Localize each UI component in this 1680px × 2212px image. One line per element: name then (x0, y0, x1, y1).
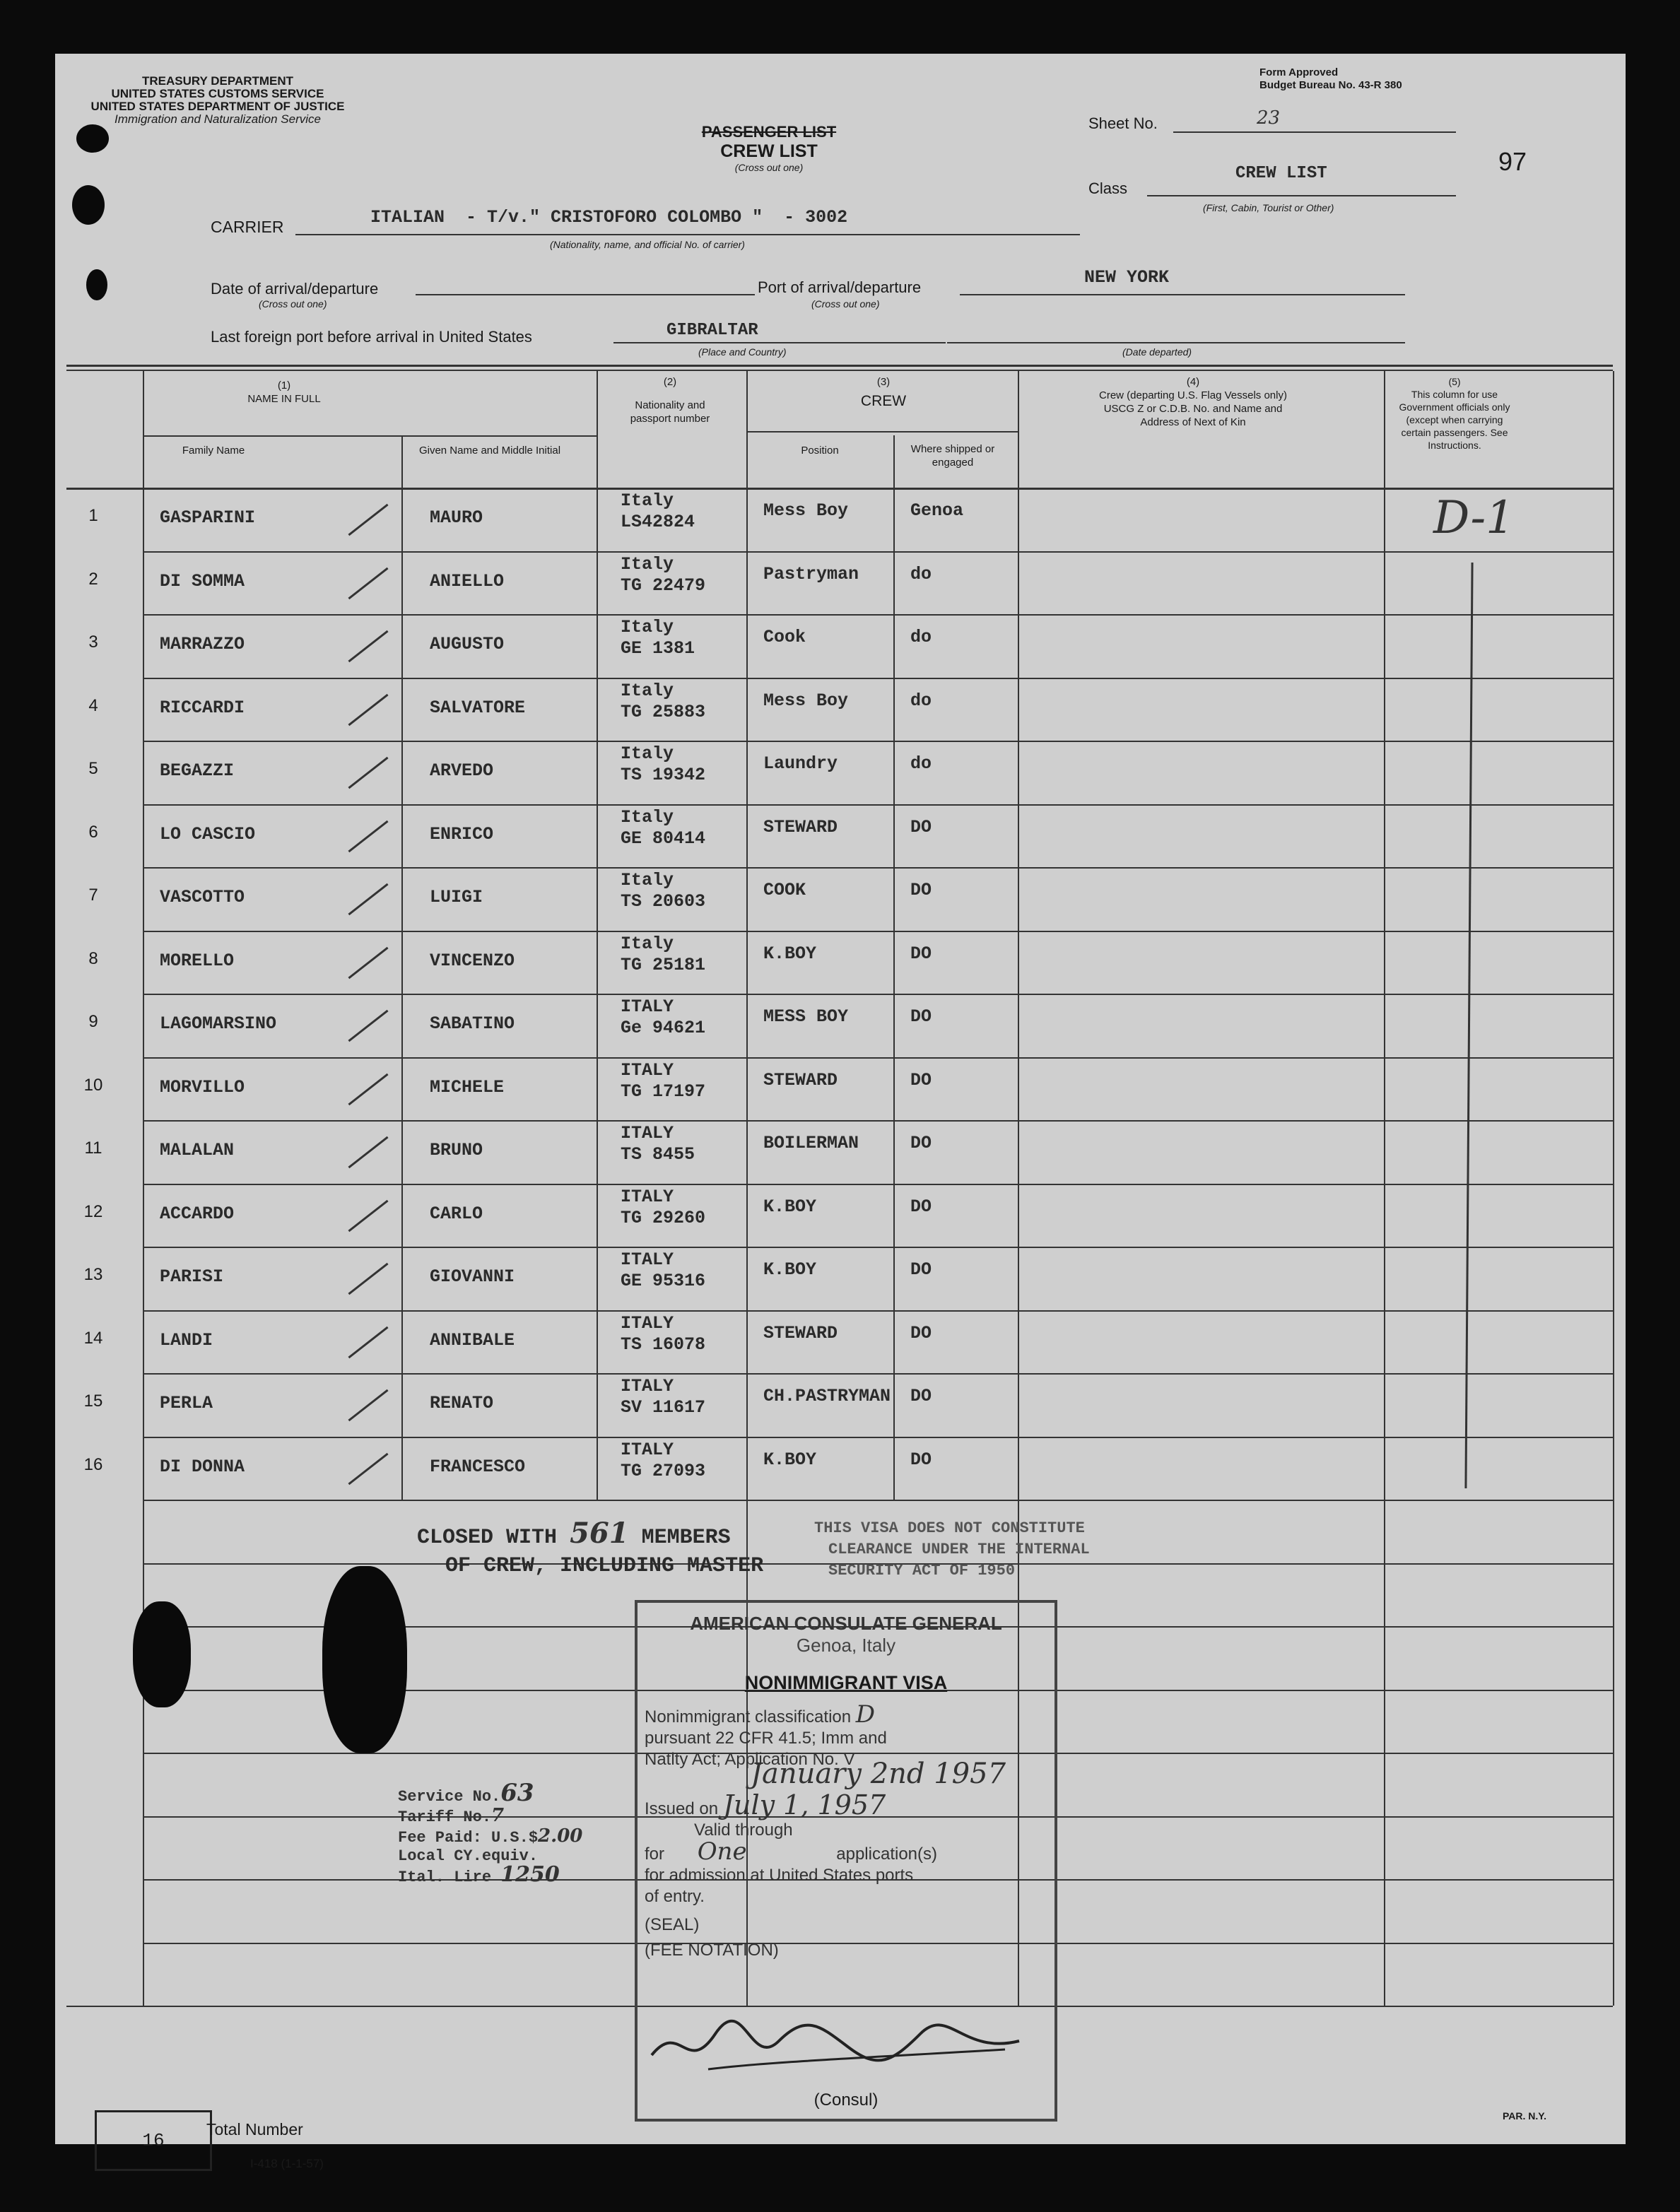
where-engaged: DO (910, 1133, 932, 1153)
fee-value: 2.00 (538, 1825, 583, 1847)
family-header: Family Name (182, 445, 245, 457)
where-engaged: DO (910, 1006, 932, 1027)
family-name: MALALAN (160, 1140, 235, 1160)
stamp-admission: for admission at United States ports (645, 1866, 914, 1885)
family-name: ACCARDO (160, 1203, 235, 1224)
crew-list-form (55, 54, 1626, 2170)
col5-title: This column for use Government officials only (except when carrying certain passengers. See Instructions. (1399, 389, 1510, 451)
row-number: 4 (88, 695, 98, 715)
table-rule (1384, 371, 1385, 2006)
nationality: Italy (621, 553, 674, 575)
check-mark (348, 946, 388, 978)
table-rule (66, 488, 1613, 490)
stamp-issued-date: January 2nd 1957 (751, 1758, 1006, 1790)
where-header: Where shipped or engaged (910, 443, 995, 469)
cross-out-hint: (Cross out one) (734, 162, 804, 173)
position: CH.PASTRYMAN (763, 1386, 891, 1406)
where-engaged: do (910, 753, 932, 774)
position: K.BOY (763, 943, 817, 964)
given-name: SABATINO (430, 1013, 515, 1034)
check-mark (348, 883, 388, 915)
table-rule (143, 614, 1613, 616)
check-mark (348, 820, 388, 852)
nationality: ITALY (621, 1439, 674, 1460)
row-number: 16 (83, 1454, 103, 1474)
col-number: (1) (277, 380, 291, 392)
table-rule (143, 994, 1613, 995)
row-number: 15 (83, 1392, 103, 1411)
passport-number: TS 19342 (621, 765, 706, 785)
check-mark (348, 1389, 388, 1421)
given-name: ANNIBALE (430, 1329, 515, 1351)
stamp-valid-date: July 1, 1957 (722, 1789, 886, 1820)
check-mark (348, 1263, 388, 1295)
closing-text: OF CREW, INCLUDING MASTER (445, 1554, 764, 1578)
stamp-class-value: D (855, 1700, 876, 1729)
form-approved (1259, 66, 1402, 92)
passport-number: TS 16078 (621, 1334, 706, 1355)
passport-number: GE 95316 (621, 1271, 706, 1291)
fee-label: Fee Paid: U.S.$ (398, 1829, 539, 1847)
given-name: ARVEDO (430, 760, 494, 781)
sheet-label: Sheet No. (1088, 114, 1158, 132)
closing-text: MEMBERS (641, 1526, 731, 1550)
class-label: Class (1088, 180, 1128, 197)
row-number: 5 (88, 759, 98, 778)
nationality: Italy (621, 743, 674, 764)
check-mark (348, 1010, 388, 1042)
position: STEWARD (763, 1069, 838, 1090)
port-value: NEW YORK (1084, 267, 1170, 288)
family-name: DI SOMMA (160, 570, 245, 592)
lire-label: Ital. Lire (398, 1869, 492, 1886)
where-engaged: DO (910, 943, 932, 964)
family-name: RICCARDI (160, 697, 245, 718)
position: BOILERMAN (763, 1133, 859, 1153)
table-rule (143, 435, 597, 437)
nationality: Italy (621, 806, 674, 828)
where-engaged: do (910, 627, 932, 647)
passport-number: TG 25181 (621, 954, 706, 975)
given-name: BRUNO (430, 1140, 483, 1160)
position: K.BOY (763, 1449, 817, 1470)
position: Mess Boy (763, 690, 849, 711)
form-id: I-418 (1-1-57) (250, 2157, 324, 2170)
position: Pastryman (763, 563, 859, 584)
position: COOK (763, 880, 806, 900)
table-rule (143, 1247, 1613, 1248)
col3-title: CREW (860, 393, 907, 409)
carrier-hint: (Nationality, name, and official No. of carrier) (550, 239, 745, 250)
table-rule (143, 1184, 1613, 1185)
given-name: ENRICO (430, 823, 494, 845)
given-name: MICHELE (430, 1076, 505, 1098)
col-number: (2) (663, 376, 677, 388)
family-name: LAGOMARSINO (160, 1013, 277, 1034)
stamp-city: Genoa, Italy (796, 1635, 896, 1656)
table-rule (143, 741, 1613, 742)
title-block (649, 123, 889, 173)
given-name: AUGUSTO (430, 634, 505, 654)
passport-number: LS42824 (621, 512, 695, 532)
table-rule (143, 1120, 1613, 1122)
passport-number: TS 20603 (621, 891, 706, 912)
stamp-valid-label: Valid through (694, 1820, 793, 1840)
date-hint: (Cross out one) (259, 298, 327, 310)
nationality: Italy (621, 680, 674, 701)
table-rule (401, 435, 403, 1500)
nationality: ITALY (621, 1312, 674, 1334)
tariff-value: 7 (491, 1805, 505, 1826)
nationality: Italy (621, 870, 674, 890)
table-rule (143, 1373, 1613, 1375)
table-rule (143, 1310, 1613, 1312)
col-number: (5) (1448, 376, 1461, 387)
table-rule (143, 371, 144, 2006)
row-number: 10 (83, 1075, 103, 1095)
passport-number: TG 25883 (621, 701, 706, 722)
check-mark (348, 693, 388, 725)
budget-bureau-text: Budget Bureau No. 43-R 380 (1259, 79, 1402, 91)
family-name: LO CASCIO (160, 823, 256, 845)
position: Cook (763, 627, 806, 647)
given-name: VINCENZO (430, 950, 515, 971)
family-name: MARRAZZO (160, 634, 245, 654)
lire-value: 1250 (500, 1862, 560, 1887)
position: Mess Boy (763, 500, 849, 521)
col4-title: Crew (departing U.S. Flag Vessels only) USCG Z or C.D.B. No. and Name and Address of Next of Kin (1099, 389, 1287, 428)
closing-text: CLOSED WITH (417, 1526, 558, 1550)
tariff-label: Tariff No. (398, 1808, 492, 1826)
redaction-mark (322, 1566, 407, 1753)
table-rule (143, 931, 1613, 932)
position: K.BOY (763, 1259, 817, 1280)
closing-statement (417, 1519, 763, 1580)
sheet-number: 23 (1257, 107, 1281, 129)
passport-number: Ge 94621 (621, 1018, 706, 1038)
col1-header (143, 379, 425, 406)
stamp-act: Natlty Act; Application No. V (645, 1750, 855, 1769)
col4-header (1059, 375, 1327, 429)
form-approved-text: Form Approved (1259, 66, 1339, 78)
stamp-application: application(s) (836, 1845, 937, 1864)
row-number: 2 (88, 569, 98, 589)
class-hint: (First, Cabin, Tourist or Other) (1203, 202, 1334, 213)
table-rule (597, 371, 598, 1500)
check-mark (348, 1073, 388, 1105)
row-number: 12 (83, 1201, 103, 1221)
given-name: ANIELLO (430, 570, 505, 592)
nationality: ITALY (621, 1059, 674, 1081)
crew-list-title: CREW LIST (720, 141, 818, 161)
where-engaged: DO (910, 1069, 932, 1090)
stamp-for-value: One (697, 1837, 747, 1866)
table-rule (1613, 371, 1614, 2006)
row-number: 1 (88, 506, 98, 525)
port-label: Port of arrival/departure (758, 278, 922, 296)
check-mark (348, 1136, 388, 1168)
punch-hole (72, 185, 105, 225)
last-port-label: Last foreign port before arrival in United States (211, 328, 532, 346)
passport-number: GE 1381 (621, 638, 695, 659)
stamp-entry: of entry. (645, 1887, 705, 1906)
where-engaged: DO (910, 816, 932, 837)
given-name: FRANCESCO (430, 1456, 526, 1477)
passenger-list-title: PASSENGER LIST (701, 123, 837, 141)
row-number: 8 (88, 948, 98, 968)
row-number: 9 (88, 1012, 98, 1031)
port-hint: (Cross out one) (811, 298, 880, 310)
stamp-fee-notation: (FEE NOTATION) (645, 1941, 779, 1960)
row-number: 14 (83, 1328, 103, 1348)
date-departed-hint: (Date departed) (1122, 346, 1192, 358)
where-engaged: DO (910, 1322, 932, 1343)
total-number-box: 16 (95, 2110, 212, 2171)
given-name: CARLO (430, 1203, 483, 1224)
fee-block (398, 1779, 583, 1887)
nationality: ITALY (621, 1376, 674, 1396)
family-name: MORELLO (160, 950, 235, 971)
position: K.BOY (763, 1196, 817, 1217)
col-number: (4) (1186, 376, 1200, 388)
stamp-classification: Nonimmigrant classification (645, 1707, 852, 1726)
nationality: ITALY (621, 1123, 674, 1143)
agency-line: TREASURY DEPARTMENT (141, 74, 294, 88)
row-number: 3 (88, 633, 98, 652)
nationality: Italy (621, 617, 674, 637)
page-number: 97 (1498, 147, 1527, 176)
col3-header (749, 375, 1018, 408)
row-number: 7 (88, 886, 98, 905)
nationality: Italy (621, 933, 674, 954)
service-value: 63 (500, 1779, 534, 1807)
where-engaged: DO (910, 1386, 932, 1406)
printer-mark: PAR. N.Y. (1503, 2110, 1546, 2122)
row-number: 13 (83, 1265, 103, 1284)
where-engaged: Genoa (910, 500, 964, 521)
stamp-seal: (SEAL) (645, 1915, 700, 1934)
col1-title: NAME IN FULL (247, 393, 321, 405)
stamp-pursuant: pursuant 22 CFR 41.5; Imm and (645, 1729, 887, 1748)
agency-header (62, 75, 373, 126)
punch-hole (86, 269, 107, 300)
check-mark (348, 567, 388, 599)
check-mark (348, 630, 388, 662)
place-hint: (Place and Country) (698, 346, 787, 358)
stamp-consul-label: (Consul) (813, 2090, 879, 2110)
family-name: PARISI (160, 1266, 224, 1287)
col5-header (1384, 375, 1525, 452)
table-rule (143, 1437, 1613, 1438)
date-label: Date of arrival/departure (211, 280, 379, 298)
visa-notice-line: THIS VISA DOES NOT CONSTITUTE (814, 1519, 1085, 1537)
punch-hole (76, 124, 109, 153)
check-mark (348, 1326, 388, 1358)
passport-number: SV 11617 (621, 1397, 706, 1418)
table-rule (143, 804, 1613, 806)
row-number: 6 (88, 822, 98, 842)
table-rule (143, 1500, 1613, 1501)
col2-title: Nationality and passport number (630, 399, 710, 425)
given-name: GIOVANNI (430, 1266, 515, 1287)
check-mark (348, 504, 388, 536)
row-number: 11 (84, 1139, 102, 1158)
agency-line: UNITED STATES CUSTOMS SERVICE (111, 87, 324, 100)
consulate-stamp (635, 1600, 1057, 2122)
family-name: VASCOTTO (160, 887, 245, 907)
last-port-value: GIBRALTAR (666, 321, 758, 340)
passport-number: TG 22479 (621, 575, 706, 596)
given-name: SALVATORE (430, 697, 526, 718)
check-mark (348, 757, 388, 789)
where-engaged: DO (910, 1449, 932, 1470)
family-name: PERLA (160, 1393, 213, 1413)
where-engaged: do (910, 563, 932, 584)
nationality: ITALY (621, 1186, 674, 1207)
given-name: LUIGI (430, 887, 483, 907)
visa-notice (814, 1518, 1090, 1582)
class-value: CREW LIST (1235, 164, 1327, 183)
family-name: BEGAZZI (160, 760, 235, 781)
col-number: (3) (876, 376, 891, 388)
position: STEWARD (763, 816, 838, 837)
check-mark (348, 1199, 388, 1231)
table-rule (143, 678, 1613, 679)
local-equiv-label: Local CY.equiv. (398, 1847, 539, 1865)
family-name: DI DONNA (160, 1456, 245, 1477)
stamp-for-label: for (645, 1845, 665, 1864)
check-mark (348, 1452, 388, 1484)
family-name: LANDI (160, 1329, 213, 1351)
stamp-issued-label: Issued on (645, 1799, 719, 1818)
visa-notice-line: SECURITY ACT OF 1950 (828, 1562, 1016, 1579)
passport-number: TG 29260 (621, 1207, 706, 1228)
table-rule (143, 1057, 1613, 1059)
stamp-visa-type: NONIMMIGRANT VISA (744, 1672, 948, 1693)
stamp-title: AMERICAN CONSULATE GENERAL (690, 1613, 1002, 1634)
nationality: Italy (621, 490, 674, 511)
passport-number: TS 8455 (621, 1144, 695, 1165)
service-label: Service No. (398, 1788, 501, 1806)
agency-line: UNITED STATES DEPARTMENT OF JUSTICE (90, 100, 345, 113)
table-rule (893, 435, 895, 1500)
position: Laundry (763, 753, 838, 774)
family-name: GASPARINI (160, 507, 256, 528)
passport-number: GE 80414 (621, 828, 706, 849)
agency-line: Immigration and Naturalization Service (114, 112, 321, 126)
carrier-value: ITALIAN - T/v." CRISTOFORO COLOMBO " - 3002 (370, 207, 848, 228)
where-engaged: DO (910, 1196, 932, 1217)
position: STEWARD (763, 1322, 838, 1343)
table-rule (143, 551, 1613, 553)
consul-signature (638, 2006, 1055, 2090)
passport-number: TG 17197 (621, 1081, 706, 1102)
where-engaged: DO (910, 880, 932, 900)
given-name: MAURO (430, 507, 483, 528)
annotation-d1: D-1 (1433, 492, 1515, 544)
carrier-label: CARRIER (211, 218, 284, 236)
col2-header (599, 375, 741, 425)
passport-number: TG 27093 (621, 1460, 706, 1481)
nationality: ITALY (621, 1249, 674, 1270)
table-rule (143, 867, 1613, 869)
position-header: Position (801, 445, 839, 457)
visa-notice-line: CLEARANCE UNDER THE INTERNAL (828, 1541, 1090, 1558)
given-name: RENATO (430, 1393, 494, 1413)
table-rule (746, 431, 1018, 433)
given-header: Given Name and Middle Initial (418, 445, 561, 457)
redaction-mark (133, 1601, 191, 1707)
position: MESS BOY (763, 1006, 849, 1027)
family-name: MORVILLO (160, 1076, 245, 1098)
crew-count: 561 (570, 1517, 629, 1550)
where-engaged: do (910, 690, 932, 711)
total-number-label: Total Number (206, 2120, 303, 2139)
where-engaged: DO (910, 1259, 932, 1280)
nationality: ITALY (621, 996, 674, 1017)
